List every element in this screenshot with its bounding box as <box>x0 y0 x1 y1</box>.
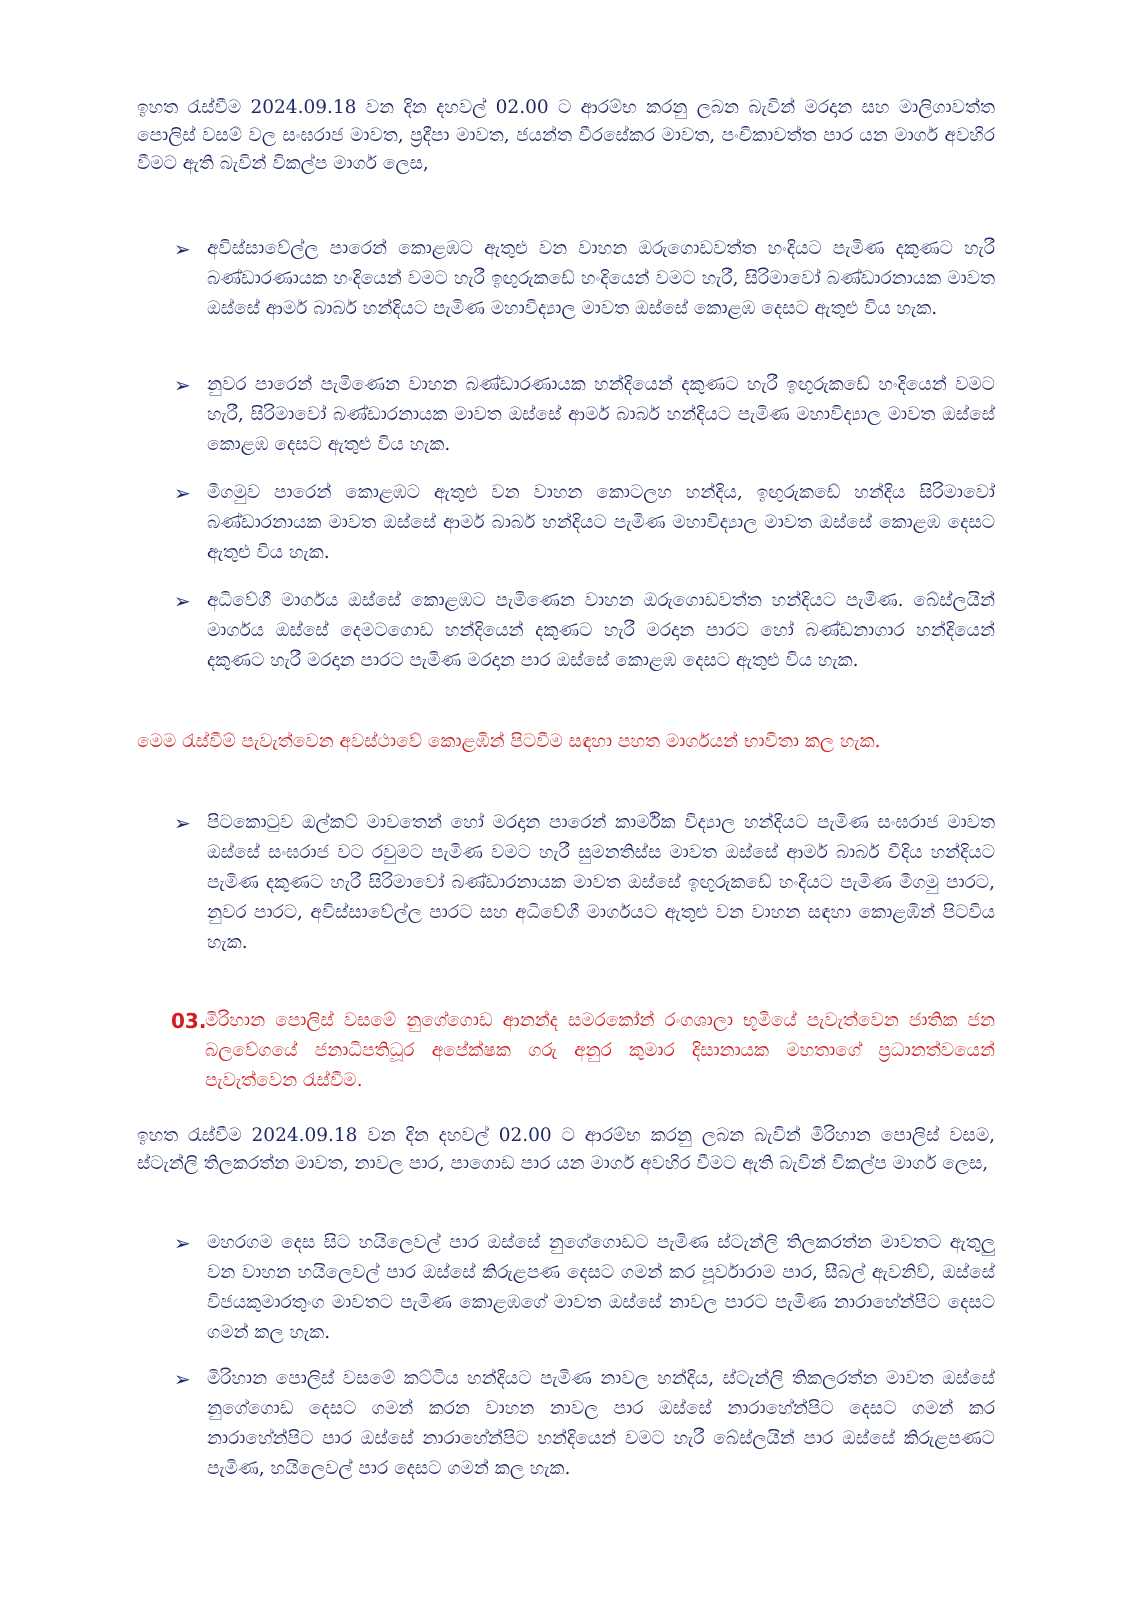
list-item-text: මහරගම දෙස සිට හයිලෙවල් පාර ඔස්සේ නුගේගොඩට පැමිණ ස්ටැන්ලි තිලකරත්න මාවතට ඇතුලු වන වාහන හයිලෙවල් පාර ඔස්සේ කිරුළපණ දෙසට ගමන් කර පූර්වාරාම පාර, සීබල් ඇවනිව්, ඔස්සේ විජයකුමාරතුංග මාවතට පැමිණ කොළඹගේ මාවත ඔස්සේ නාවල පාරට පැමිණ නාරාහේන්පිට දෙසට ගමන් කල හැක. <box>207 1232 995 1343</box>
arrowhead-bullet-icon: ➢ <box>174 811 191 835</box>
arrowhead-bullet-icon: ➢ <box>174 481 191 505</box>
arrowhead-bullet-icon: ➢ <box>174 1231 191 1255</box>
arrowhead-bullet-icon: ➢ <box>174 373 191 397</box>
list-item <box>174 1228 995 1348</box>
exit-routes-note: මෙම රැස්වීම් පැවැත්වෙන අවස්ථාවේ කොළඹින් පිටවීම සඳහා පහත මාර්ගයන් භාවිතා කල හැක. <box>137 731 881 752</box>
list-item-text: නුවර පාරෙන් පැමිණෙන වාහන බණ්ඩාරණායක හන්දියෙන් දකුණට හැරී ඉඟුරුකඩේ හංදියෙන් වමට හැරී, සිරිමාවෝ බණ්ඩාරනායක මාවත ඔස්සේ ආමර් බාබර් හන්දියට පැමිණ මහාවිද්‍යාල මාවත ඔස්සේ කොළඹ දෙසට ඇතුළු විය හැක. <box>207 374 995 455</box>
list-item <box>174 478 995 568</box>
section-number: 03. <box>171 1009 207 1033</box>
numbered-section-heading <box>171 1006 995 1096</box>
list-item <box>174 370 995 460</box>
section-heading-text: මිරිහාන පොලිස් වසමේ නුගේගොඩ ආනන්ද සමරකෝන් රංගශාලා භූමියේ පැවැත්වෙන ජාතික ජන බලවේගයේ ජනාධිපතිධූර අපේක්ෂක ගරු අනුර කුමාර දිසානායක මහතාගේ ප්‍රධානත්වයෙන් පැවැත්වෙන රැස්වීම. <box>205 1010 995 1091</box>
arrowhead-bullet-icon: ➢ <box>174 237 191 261</box>
arrowhead-bullet-icon: ➢ <box>174 1367 191 1391</box>
arrowhead-bullet-icon: ➢ <box>174 589 191 613</box>
list-item-text: මිරිහාන පොලිස් වසමේ කට්ටිය හන්දියට පැමිණ නාවල හන්දිය, ස්ටැන්ලි තිකලරත්න මාවත ඔස්සේ නුගේගොඩ දෙසට ගමන් කරන වාහන නාවල පාර ඔස්සේ නාරාහේන්පිට දෙසට ගමන් කර නාරාහේන්පිට පාර ඔස්සේ නාරාහේන්පිට හන්දියෙන් වමට හැරී බේස්ලයින් පාර ඔස්සේ කිරුළපණට පැමිණ, හයිලෙවල් පාර දෙසට ගමන් කල හැක. <box>207 1368 995 1479</box>
list-item <box>174 234 995 324</box>
intro-paragraph-1: ඉහත රැස්වීම 2024.09.18 වන දින දහවල් 02.00 ට ආරම්භ කරනු ලබන බැවින් මරදාන සහ මාලිගාවත්ත පොලිස් වසම් වල සංඝරාජ මාවත, ප්‍රදීපා මාවත, ජයන්ත වීරසේකර මාවත, පංචිකාවත්ත පාර යන මාර්ග අවහිර වීමට ඇති බැවින් විකල්ප මාර්ග ලෙස, <box>137 97 995 174</box>
list-item-text: අධිවේගී මාර්ගය ඔස්සේ කොළඹට පැමිණෙන වාහන ඔරුගොඩවත්ත හන්දියට පැමිණ. බේස්ලයින් මාර්ගය ඔස්සේ දෙමටගොඩ හන්දියෙන් දකුණට හැරී මරදාන පාරට හෝ බණ්ඩනාගාර හන්දියෙන් දකුණට හැරී මරදාන පාරට පැමිණ මරදාන පාර ඔස්සේ කොළඹ දෙසට ඇතුළු විය හැක. <box>207 590 995 671</box>
list-item <box>174 1364 995 1484</box>
list-item <box>174 808 995 958</box>
list-item-text: පිටකොටුව ඔල්කට් මාවතෙන් හෝ මරදාන පාරෙන් කාර්මික විද්‍යාල හන්දියට පැමිණ සංඝරාජ මාවත ඔස්සේ සංඝරාජ වට රවුමට පැමිණ වමට හැරී සුමනතිස්ස මාවත ඔස්සේ ආමර් බාබර් වීදිය හන්දියට පැමිණ දකුණට හැරී සිරිමාවෝ බණ්ඩාරනායක මාවත ඔස්සේ ඉඟුරුකඩේ හංදියට පැමිණ මීගමු පාරට, නුවර පාරට, අවිස්සාවේල්ල පාරට සහ අධිවේගී මාර්ගයට ඇතුළු වන වාහන සඳහා කොළඹින් පිටවිය හැක. <box>207 812 995 953</box>
list-item <box>174 586 995 676</box>
intro-paragraph-2: ඉහත රැස්වීම 2024.09.18 වන දින දහවල් 02.00 ට ආරම්භ කරනු ලබන බැවින් මිරිහාන පොලිස් වසම, ස්ටැන්ලි තිලකරත්න මාවත, නාවල පාර, පාගොඩ පාර යන මාර්ග අවහිර වීමට ඇති බැවින් විකල්ප මාර්ග ලෙස, <box>137 1125 995 1174</box>
list-item-text: අවිස්සාවේල්ල පාරෙන් කොළඹට ඇතුළු වන වාහන ඔරුගොඩවත්ත හංදියට පැමිණ දකුණට හැරී බණ්ඩාරණායක හංදියෙන් වමට හැරී ඉඟුරුකඩේ හංදියෙන් වමට හැරී, සිරිමාවෝ බණ්ඩාරනායක මාවත ඔස්සේ ආමර් බාබර් හන්දියට පැමිණ මහාවිද්‍යාල මාවත ඔස්සේ කොළඹ දෙසට ඇතුළු විය හැක. <box>207 238 995 319</box>
list-item-text: මීගමුව පාරෙන් කොළඹට ඇතුළු වන වාහන කොටලහ හන්දිය, ඉඟුරුකඩේ හන්දිය සිරිමාවෝ බණ්ඩාරනායක මාවත ඔස්සේ ආමර් බාබර් හන්දියට පැමිණ මහාවිද්‍යාල මාවත ඔස්සේ කොළඹ දෙසට ඇතුළු විය හැක. <box>207 482 995 563</box>
